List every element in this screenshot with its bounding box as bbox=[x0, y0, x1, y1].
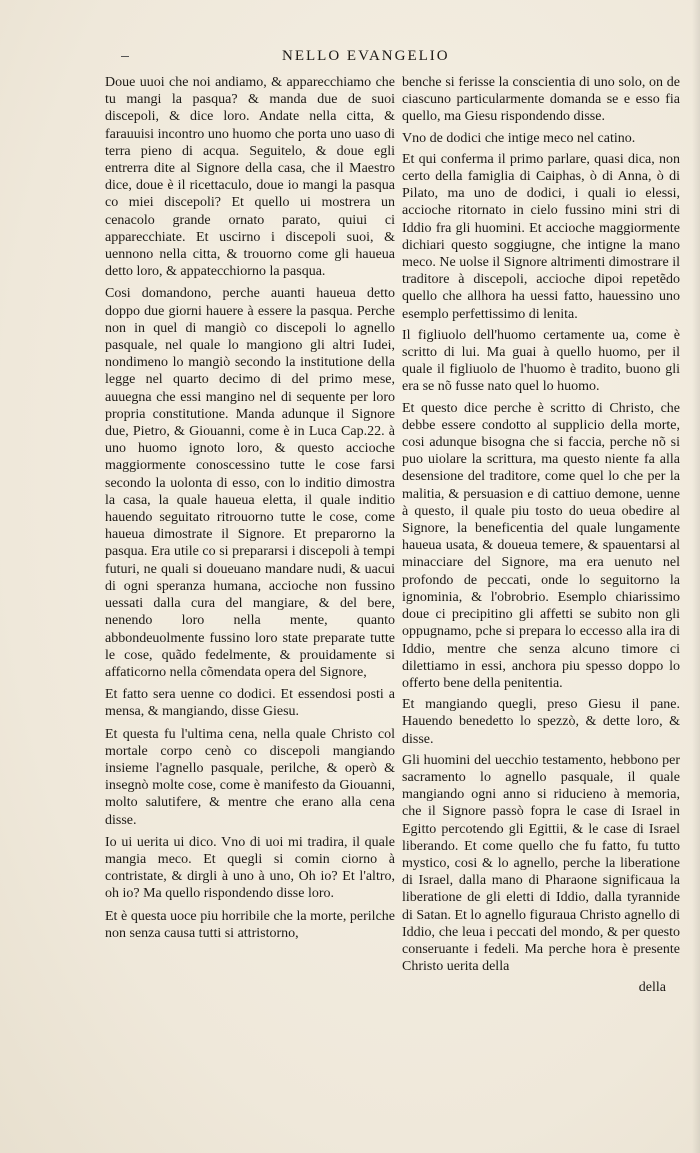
right-paragraph-5: Et questo dice perche è scritto di Christo, che debbe essere condotto al supplicio della morte, cosi adunque bisogna che si faccia, perche nõ si puo uiolare la scrittura, ma questo niente fa alla desensione del traditore, come quel lo che per la malitia, & persuasion e di cattiuo demone, uenne à questo, il quale piu tosto do ueua obedire al Signore, la beneficentia del quale lungamente haueua usata, & doueua temere, & spauentarsi al minacciare del Signore, ma era uenuto nel profondo de peccati, onde lo seguitorno la ignominia, & l'obrobrio. Esemplo chiarissimo doue ci precipitino gli affetti se subito non gli oppugnamo, pche si prepara lo eccesso alla ira di Iddio, mentre che senza alcuno timore ci dilettiamo in essi, anchora piu spesso doppo lo offerto bene della penitentia. bbox=[402, 400, 680, 691]
page-gutter-shadow bbox=[692, 0, 700, 1153]
left-paragraph-2: Cosi domandono, perche auanti haueua detto doppo due giorni hauere à essere la pasqua. Perche non in quel di mangiò co discepoli lo agnello pasquale, nel quale lo mangiono gli altri Iudei, nondimeno lo mangiò secondo la institutione della legge nel quarto decimo di del primo mese, auuegna che essi mangino nel di sequente per loro propria constitutione. Manda adunque il Signore due, Pietro, & Giouanni, come è in Luca Cap.22. à uno huomo ignoto loro, & questo accioche maggiormente conoscessino tutte le cose farsi secondo la uolonta di esso, con lo inditio dimostra la casa, la quale haueua eletta, il quale inditio hauendo seguitato ritrouorno tutte le cose, come haueua dimostrate il Signore. Et preparorno la pasqua. Era utile co si prepararsi i discepoli à tempi futuri, ne quali si doueuano mandare nudi, & uacui di ogni speranza humana, accioche non fussino uessati dalla cura del mangiare, & del bere, nenendo loro nella mente, quanto abbondeuolmente fussino loro state preparate tutte le cose, quãdo fedelmente, & prouidamente si affaticorno nella cõmendata opera del Signore, bbox=[105, 286, 395, 680]
right-paragraph-1: benche si ferisse la conscientia di uno solo, on de ciascuno particularmente domanda se e esso fia quello, ma Giesu rispondendo disse. bbox=[402, 75, 680, 125]
catchword: della bbox=[638, 980, 666, 996]
running-head: NELLO EVANGELIO bbox=[282, 48, 450, 64]
right-text-column bbox=[402, 74, 680, 997]
right-paragraph-6: Et mangiando quegli, preso Giesu il pane. Hauendo benedetto lo spezzò, & dette loro, & disse. bbox=[402, 697, 680, 747]
left-paragraph-6: Et è questa uoce piu horribile che la morte, perilche non senza causa tutti si attristorno, bbox=[105, 908, 395, 941]
left-paragraph-4: Et questa fu l'ultima cena, nella quale Christo col mortale corpo cenò co discepoli mangiando insieme l'agnello pasquale, perilche, & operò & insegnò molte cose, come è manifesto da Giouanni, molto salutifere, & mentre che erano alla cena disse. bbox=[105, 726, 395, 828]
right-paragraph-4: Il figliuolo dell'huomo certamente ua, come è scritto di lui. Ma guai à quello huomo, per il quale il figliuolo de l'huomo è tradito, buono gli era se nõ fusse nato quel lo huomo. bbox=[402, 327, 680, 395]
left-paragraph-5: Io ui uerita ui dico. Vno di uoi mi tradira, il quale mangia meco. Et quegli si comin ciorno à contristate, & dirgli à uno à uno, Oh io? Et l'altro, oh io? Ma quello rispondendo disse loro. bbox=[105, 834, 395, 902]
right-paragraph-2: Vno de dodici che intige meco nel catino. bbox=[402, 130, 636, 146]
right-paragraph-3: Et qui conferma il primo parlare, quasi dica, non certo della famiglia di Caiphas, ò di Anna, ò di Pilato, ma uno de dodici, i quali io elessi, accioche ritornato in cielo fussino mini stri di Iddio fra gli huomini. Et accioche maggiormente dichiari questo soggiugne, che intigne la mano meco. Ne uolse il Signore altrimenti dimostrare il traditore à discepoli, accioche dipoi repetẽdo quello che allhora ha uessi fatto, hauessino uno esemplo perfettissimo di lenita. bbox=[402, 151, 680, 322]
header-rule bbox=[121, 56, 129, 57]
page-header bbox=[0, 44, 700, 70]
right-paragraph-7: Gli huomini del uecchio testamento, hebbono per sacramento lo agnello pasquale, il quale mangiando ogni anno si riducieno à memoria, che il Signore passò fopra le case di Israel in Egitto percotendo gli Egittii, & le case di Israel liberando. Et come quello che fu fatto, fu tutto mystico, cosi & lo agnello, perche la liberatione di Israel, dalla mano di Pharaone significaua la liberatione de gli eletti di Iddio, dalla tyrannide di Satan. Et lo agnello figuraua Christo agnello di Iddio, che leua i peccati del mondo, & per questo conseruante i fedeli. Ma perche hora è presente Christo uerita della bbox=[402, 752, 680, 975]
left-paragraph-3: Et fatto sera uenne co dodici. Et essendosi posti a mensa, & mangiando, disse Giesu. bbox=[105, 687, 395, 720]
left-text-column bbox=[105, 74, 395, 947]
left-paragraph-1: Doue uuoi che noi andiamo, & apparecchiamo che tu mangi la pasqua? & manda due de suoi discepoli, & dice loro. Andate nella citta, & farauuisi incontro uno huomo che porta uno uaso di terra pieno di acqua. Seguitelo, & doue egli entrerra dite al Signore della casa, che il Maestro dice, doue è il ricettaculo, doue io mangi la pasqua co miei discepoli? Et quello ui mostrera un cenacolo grande ornato parato, quiui ci apparecchiate. Et uscirno i discepoli suoi, & uennono nella citta, & trouorno come gli haueua detto loro, & appatecchiorno la pasqua. bbox=[105, 75, 395, 280]
